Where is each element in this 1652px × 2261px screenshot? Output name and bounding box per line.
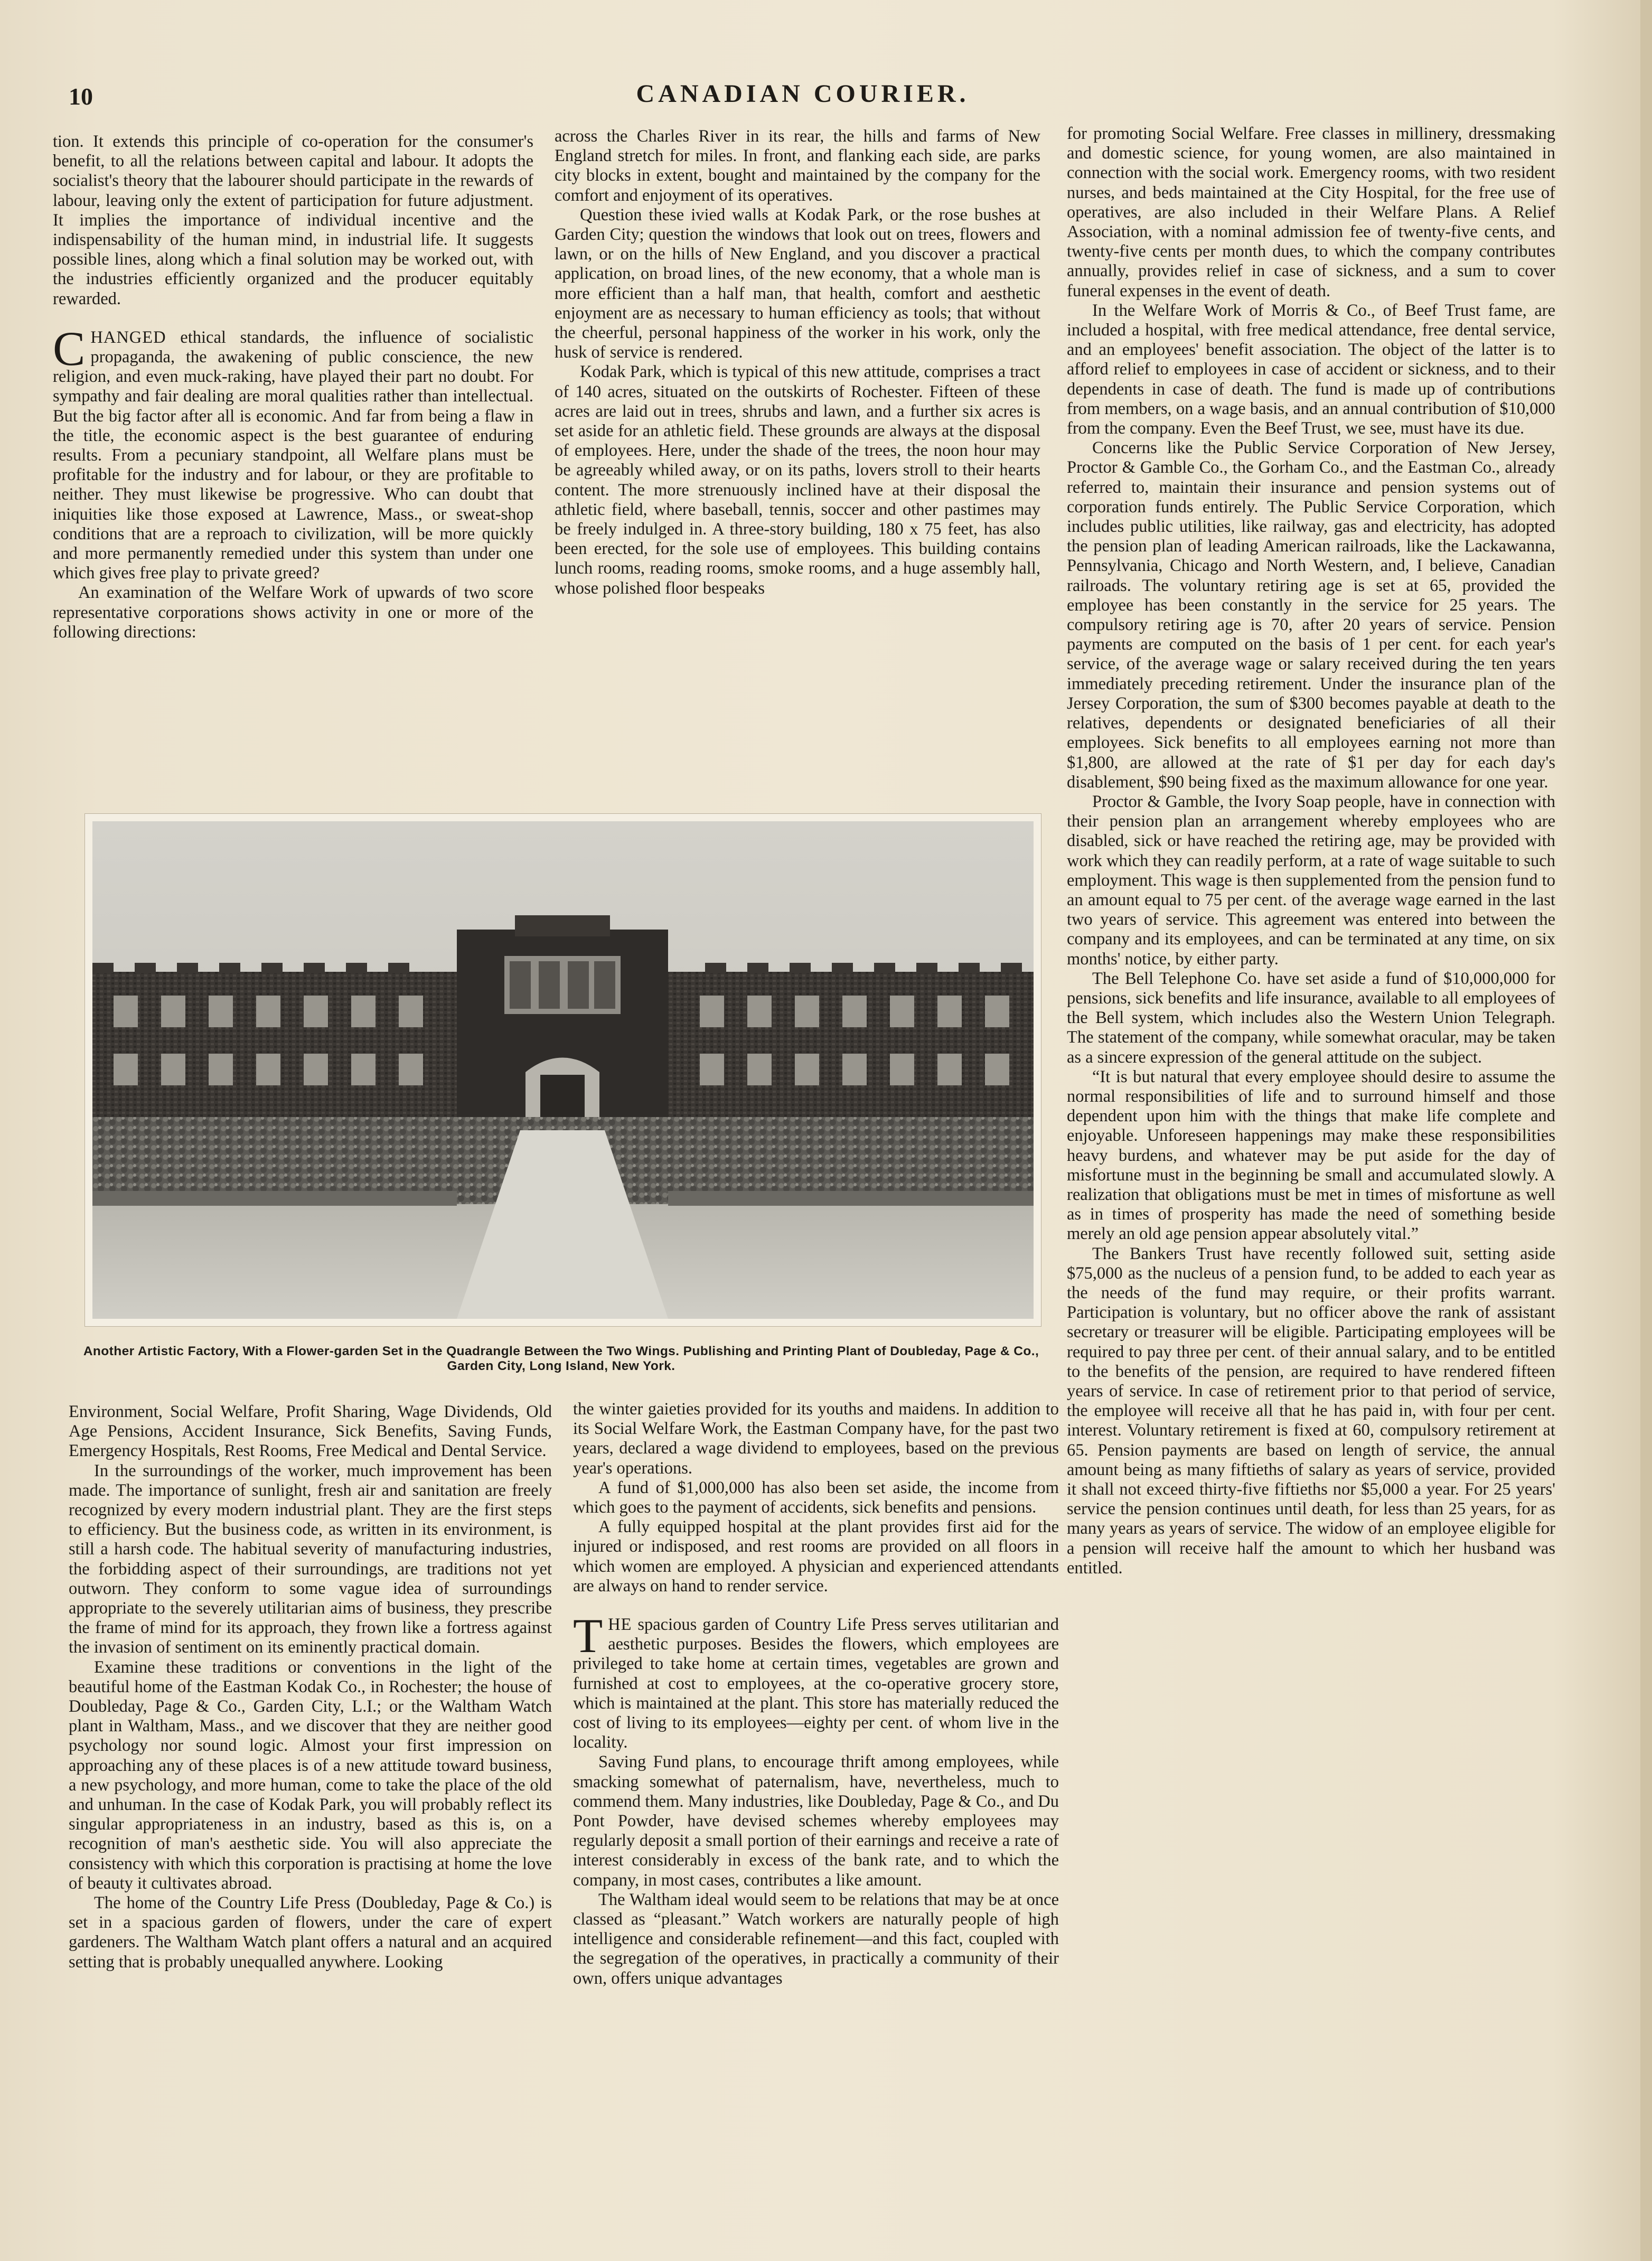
section-opening-text: spacious garden of Country Life Press serves utilitarian and aesthetic purposes. Besides the flowers, which employees are privileged to take home at certain times, vegetables are grown and furnished at cost to employees, at the co-operative grocery store, which is maintained at the plant. This store has materially reduced the cost of living to its employees—eighty per cent. of whom live in the locality. [573, 1615, 1059, 1752]
drop-cap-initial: C [53, 321, 86, 376]
column-top-middle [555, 127, 1040, 598]
factory-building-illustration [92, 821, 1034, 1319]
drop-cap-lead-word: HANGED [90, 327, 166, 347]
column-right [1067, 124, 1555, 1578]
column-bottom-middle [573, 1400, 1059, 1988]
article-paragraph: the winter gaieties provided for its youths and maidens. In addition to its Social Welfare Work, the Eastman Company have, for the past two years, declared a wage dividend to employees, based on the previous year's operations. [573, 1400, 1059, 1478]
article-paragraph: Environment, Social Welfare, Profit Sharing, Wage Dividends, Old Age Pensions, Accident Insurance, Sick Benefits, Saving Funds, Emergency Hospitals, Rest Rooms, Free Medical and Dental Service. [69, 1402, 552, 1461]
article-paragraph: In the Welfare Work of Morris & Co., of Beef Trust fame, are included a hospital, with free medical attendance, free dental service, and an employees' benefit association. The object of the latter is to afford relief to employees in case of accident or sickness, and to their dependents in case of death. The fund is made up of contributions from members, on a wage basis, and an annual contribution of $10,000 from the company. Even the Beef Trust, we see, must have its due. [1067, 301, 1555, 438]
drop-cap-lead-word: HE [608, 1615, 632, 1635]
factory-photograph [92, 821, 1034, 1319]
article-paragraph: The home of the Country Life Press (Doubleday, Page & Co.) is set in a spacious garden of flowers, under the care of expert gardeners. The Waltham Watch plant offers a natural and an acquired setting that is probably unequalled anywhere. Looking [69, 1893, 552, 1972]
article-paragraph: The Waltham ideal would seem to be relations that may be at once classed as “pleasant.” Watch workers are naturally people of high intelligence and considerable refinement—and this fact, coupled with the segregation of the operatives, in practically a community of their own, offers unique advantages [573, 1890, 1059, 1988]
section-opening-paragraph [53, 321, 533, 584]
article-paragraph: “It is but natural that every employee should desire to assume the normal responsibilities of life and to surround himself and those dependent upon him with the things that make life complete and enjoyable. Unforeseen happenings may make these responsibilities heavy burdens, and whatever may be put aside for the day of misfortune must in the beginning be small and accumulated slowly. A realization that obligations must be met in times of misfortune as well as in times of prosperity has made the need of something beside merely an old age pension appear absolutely vital.” [1067, 1067, 1555, 1244]
page-number: 10 [69, 83, 93, 110]
article-paragraph: across the Charles River in its rear, the hills and farms of New England stretch for miles. In front, and flanking each side, are parks city blocks in extent, bought and maintained by the company for the comfort and enjoyment of its operatives. [555, 127, 1040, 205]
article-paragraph: Kodak Park, which is typical of this new attitude, comprises a tract of 140 acres, situated on the outskirts of Rochester. Fifteen of these acres are laid out in trees, shrubs and lawn, and a further six acres is set aside for an athletic field. These grounds are always at the disposal of employees. Here, under the shade of the trees, the noon hour may be agreeably whiled away, or on its paths, lovers stroll to their hearts content. The more strenuously inclined have at their disposal the athletic field, where baseball, tennis, soccer and other pastimes may be freely indulged in. A three-story building, 180 x 75 feet, has also been erected, for the sole use of employees. This building contains lunch rooms, reading rooms, smoke rooms, and a huge assembly hall, whose polished floor bespeaks [555, 362, 1040, 598]
photo-caption: Another Artistic Factory, With a Flower-garden Set in the Quadrangle Between the Two Wings. Publishing and Printing Plant of Doubleday, Page & Co., Garden City, Long Island, New York. [83, 1344, 1039, 1373]
column-top-left [53, 132, 533, 642]
article-paragraph: A fully equipped hospital at the plant provides first aid for the injured or indisposed, and rest rooms are provided on all floors in which women are employed. A physician and experienced attendants are always on hand to render service. [573, 1517, 1059, 1596]
page-header [69, 79, 1537, 121]
article-paragraph: A fund of $1,000,000 has also been set aside, the income from which goes to the payment of accidents, sick benefits and pensions. [573, 1478, 1059, 1517]
page-edge-shadow [1640, 0, 1652, 2261]
article-paragraph: The Bell Telephone Co. have set aside a fund of $10,000,000 for pensions, sick benefits and life insurance, available to all employees of the Bell system, which includes also the Western Union Telegraph. The statement of the company, while somewhat oracular, may be taken as a sincere expression of the general attitude on the subject. [1067, 969, 1555, 1067]
section-opening-text: ethical standards, the influence of socialistic propaganda, the awakening of public conscience, the new religion, and even muck-raking, have played their part no doubt. For sympathy and fair dealing are moral qualities rather than intellectual. But the big factor after all is economic. And far from being a flaw in the title, the economic aspect is the best guarantee of enduring results. From a pecuniary standpoint, all Welfare plans must be profitable for the industry and for labour, or they are profitable to neither. They must likewise be progressive. Who can doubt that iniquities like those exposed at Lawrence, Mass., or sweat-shop conditions that are a reproach to civilization, will be more quickly and more permanently remedied under this system than under one which gives free play to private greed? [53, 327, 533, 583]
article-paragraph: Examine these traditions or conventions in the light of the beautiful home of the Eastman Kodak Co., in Rochester; the house of Doubleday, Page & Co., Garden City, L.I.; or the Waltham Watch plant in Waltham, Mass., and we discover that they are neither good psychology nor sound logic. Almost your first impression on approaching any of these places is of a new attitude toward business, a new psychology, and more human, come to take the place of the old and unhuman. In the case of Kodak Park, you will probably reflect its singular appropriateness in an industry, based as this is, on a recognition of man's aesthetic side. You will also appreciate the consistency with which this corporation is practising at home the love of beauty it cultivates abroad. [69, 1657, 552, 1893]
article-paragraph: tion. It extends this principle of co-operation for the consumer's benefit, to all the relations between capital and labour. It adopts the socialist's theory that the labourer should participate in the rewards of labour, leaving only the extent of participation for future adjustment. It implies the importance of individual incentive and the indispensability of the human mind, in industrial life. It suggests possible lines, along which a final solution may be worked out, with the industries efficiently organized and the producer equitably rewarded. [53, 132, 533, 308]
article-paragraph: for promoting Social Welfare. Free classes in millinery, dressmaking and domestic science, for young women, are also maintained in connection with the social work. Emergency rooms, with two resident nurses, and beds maintained at the City Hospital, for the free use of operatives, are also included in their Welfare Plans. A Relief Association, with a nominal admission fee of twenty-five cents, and twenty-five cents per month dues, to which the company contributes annually, provides relief in case of sickness, and a sum to cover funeral expenses in the event of death. [1067, 124, 1555, 301]
article-paragraph: The Bankers Trust have recently followed suit, setting aside $75,000 as the nucleus of a pension fund, to be added to each year as the needs of the fund may require, or their profits warrant. Participation is voluntary, but no officer above the rank of assistant secretary or treasurer will be eligible. Participating employees will be required to pay three per cent. of their annual salary, and to be entitled to the benefits of the pension, are required to have rendered fifteen years of service. In case of retirement prior to that period of service, the employee will receive all that he has paid in, with four per cent. interest. Voluntary retirement is fixed at 60, compulsory retirement at 65. Pension payments are based on length of service, the annual amount being as many fiftieths of salary as years of service, provided it shall not exceed thirty-five fiftieths nor $5,000 a year. For 25 years' service the pension continues until death, for less than 25 years, for as many years as years of service. The widow of an employee eligible for a pension will receive half the amount to which her husband was entitled. [1067, 1244, 1555, 1578]
article-paragraph: Concerns like the Public Service Corporation of New Jersey, Proctor & Gamble Co., the Gorham Co., and the Eastman Co., already referred to, maintain their insurance and pension systems out of corporation funds entirely. The Public Service Corporation, which includes public utilities, like railway, gas and electricity, has adopted the pension plan of leading American railroads, like the Lackawanna, Pennsylvania, Chicago and North Western, and, I believe, Canadian railroads. The voluntary retiring age is set at 65, provided the employee has been constantly in the service for 25 years. The compulsory retiring age is 70, after 20 years of service. Pension payments are computed on the basis of 1 per cent. for each year's service, of the average wage or salary received during the ten years immediately preceding retirement. Under the insurance plan of the Jersey Corporation, the sum of $300 becomes payable at death to the relatives, dependents or designated beneficiaries of all their employees. Sick benefits to all employees earning not more than $1,800, are allowed at the rate of $1 per day for each day's disablement, $90 being fixed as the maximum allowance for one year. [1067, 438, 1555, 792]
article-paragraph: An examination of the Welfare Work of upwards of two score representative corporations shows activity in one or more of the following directions: [53, 583, 533, 642]
masthead: CANADIAN COURIER. [636, 80, 970, 108]
section-opening-paragraph [573, 1609, 1059, 1752]
factory-photograph-frame [85, 813, 1041, 1327]
article-paragraph: Question these ivied walls at Kodak Park, or the rose bushes at Garden City; question the windows that look out on trees, flowers and lawn, or on the hills of New England, and you discover a practical application, on broad lines, of the new economy, that a whole man is more efficient than a half man, that health, comfort and aesthetic enjoyment are as necessary to human efficiency as tools; that without the cheerful, personal happiness of the worker in his work, only the husk of service is rendered. [555, 205, 1040, 362]
article-paragraph: Saving Fund plans, to encourage thrift among employees, while smacking somewhat of paternalism, have, nevertheless, much to commend them. Many industries, like Doubleday, Page & Co., and Du Pont Powder, have devised schemes whereby employees may regularly deposit a small portion of their earnings and receive a rate of interest considerably in excess of the bank rate, and to which the company, in most cases, contributes a like amount. [573, 1752, 1059, 1890]
article-paragraph: Proctor & Gamble, the Ivory Soap people, have in connection with their pension plan an arrangement whereby employees who are disabled, sick or have reached the retiring age, may be provided with work which they can readily perform, at a rate of wage suitable to such employment. This wage is then supplemented from the pension fund to an amount equal to 75 per cent. of the average wage earned in the last two years of service. This agreement was entered into between the company and its employees, and can be terminated at any time, on six months' notice, by either party. [1067, 792, 1555, 969]
drop-cap-initial: T [573, 1609, 603, 1663]
column-bottom-left [69, 1402, 552, 1972]
article-paragraph: In the surroundings of the worker, much improvement has been made. The importance of sunlight, fresh air and sanitation are freely recognized by every modern industrial plant. They are the first steps to efficiency. But the business code, as written in its environment, is still a harsh code. The habitual severity of manufacturing industries, the forbidding aspect of their surroundings, are traditions not yet outworn. They conform to some vague idea of surroundings appropriate to the severely utilitarian aims of business, they prescribe the frame of mind for its approach, they frown like a fortress against the invasion of sentiment on its eminently practical domain. [69, 1461, 552, 1657]
